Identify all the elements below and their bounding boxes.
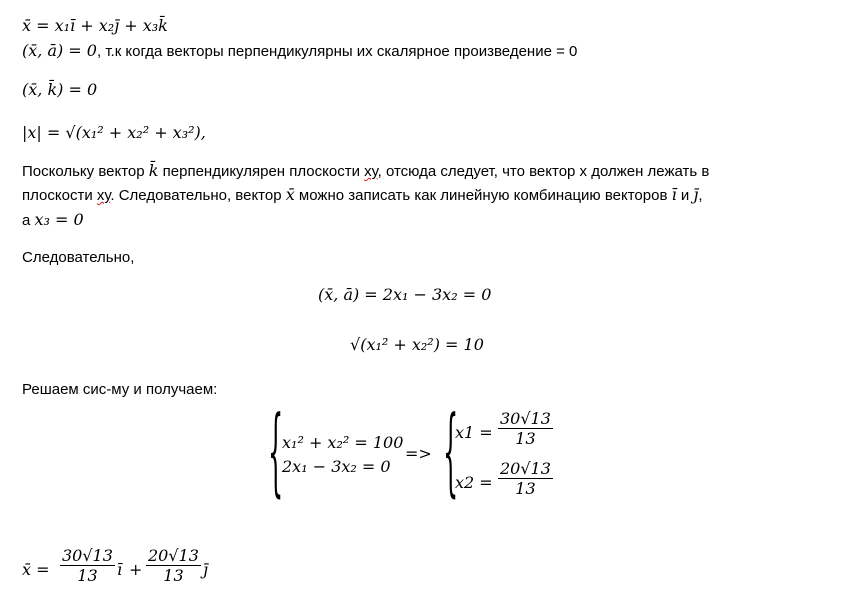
- paragraph-text: . Следовательно, вектор: [110, 187, 286, 204]
- vector-k-symbol: k̄: [148, 161, 159, 180]
- fraction-numerator: 20√13: [500, 459, 551, 478]
- solution-x1-fraction: [498, 409, 553, 448]
- fraction-numerator: 30√13: [500, 409, 551, 428]
- dot-product-zero-equation: (x̄, ā) = 0: [22, 41, 97, 60]
- paragraph-line-3: [22, 210, 84, 231]
- fraction-denominator: 13: [515, 429, 536, 448]
- solution-x2-fraction: [498, 459, 553, 498]
- final-term-1-vector: ī: [117, 560, 123, 579]
- paragraph-text: можно записать как линейную комбинацию векторов: [294, 187, 672, 204]
- fraction-numerator: 30√13: [62, 546, 113, 565]
- paragraph-text: перпендикулярен плоскости: [158, 163, 365, 180]
- equation-x3-zero: x₃ = 0: [34, 210, 84, 229]
- solution-x1-lhs: x1 =: [455, 423, 493, 442]
- left-brace-icon: {: [443, 397, 459, 509]
- final-lhs: x̄ =: [22, 560, 50, 579]
- vector-i-symbol: ī: [671, 185, 677, 204]
- paragraph-text: а: [22, 212, 35, 229]
- paragraph-text: ,: [698, 187, 703, 204]
- consequently-label: Следовательно,: [22, 249, 135, 266]
- paragraph-text: плоскости: [22, 187, 97, 204]
- paragraph-line-1: [22, 161, 709, 182]
- fraction-denominator: 13: [515, 479, 536, 498]
- vector-x-symbol: x̄: [285, 185, 295, 204]
- equation-dot-xk: (x̄, k̄) = 0: [22, 80, 98, 99]
- equation-dot-xa: (x̄, ā) = 2x₁ − 3x₂ = 0: [318, 285, 492, 304]
- spellcheck-flagged-word: ху: [364, 163, 378, 180]
- vector-j-symbol: ȷ̄: [693, 185, 699, 204]
- paragraph-text: Поскольку вектор: [22, 163, 149, 180]
- system-equation-2: 2x₁ − 3x₂ = 0: [282, 457, 391, 476]
- spellcheck-flagged-word: ху: [96, 187, 111, 204]
- left-brace-icon: {: [268, 397, 284, 509]
- paragraph-text: и: [676, 187, 694, 204]
- final-term-2: [146, 546, 201, 585]
- equation-norm-10: √(x₁² + x₂²) = 10: [350, 335, 484, 354]
- implies-arrow: =>: [405, 444, 432, 463]
- dot-product-zero-line: [22, 41, 577, 62]
- solve-text: Решаем сис-му и получаем:: [22, 381, 218, 398]
- fraction-denominator: 13: [163, 566, 184, 585]
- final-plus: +: [129, 560, 143, 579]
- final-term-1: [60, 546, 115, 585]
- solution-x2-lhs: x2 =: [455, 473, 493, 492]
- equation-norm-x: |x| = √(x₁² + x₂² + x₃²),: [22, 123, 206, 142]
- fraction-numerator: 20√13: [148, 546, 199, 565]
- paragraph-text: , отсюда следует, что вектор х должен лежать в: [377, 163, 710, 180]
- paragraph-line-2: [22, 185, 703, 206]
- dot-product-zero-explanation: , т.к когда векторы перпендикулярны их скалярное произведение = 0: [96, 43, 578, 60]
- final-term-2-vector: ȷ̄: [203, 560, 208, 579]
- equation-vector-x: x̄ = x₁ī + x₂ȷ̄ + x₃k̄: [22, 16, 168, 35]
- fraction-denominator: 13: [77, 566, 98, 585]
- system-equation-1: x₁² + x₂² = 100: [282, 433, 404, 452]
